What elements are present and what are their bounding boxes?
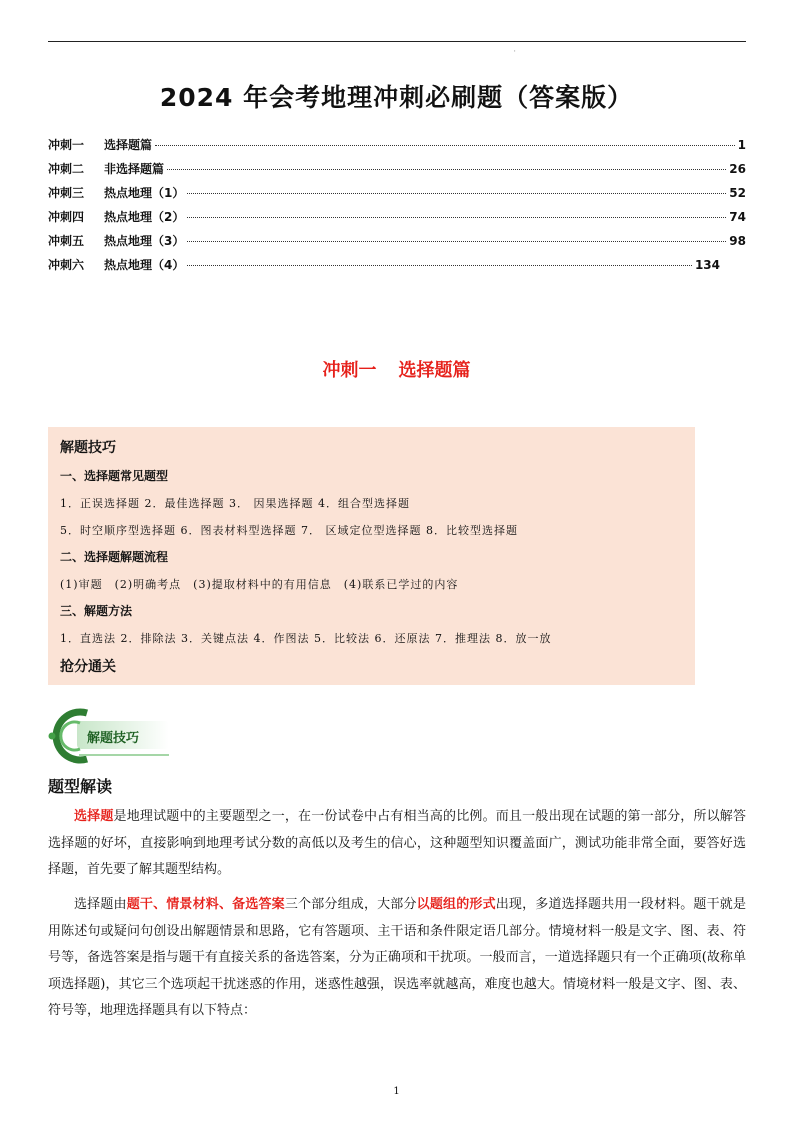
highlight-text: 以题组的形式 <box>416 897 496 912</box>
tips-heading: 一、选择题常见题型 <box>60 469 169 483</box>
toc-number: 冲刺一 <box>48 138 85 152</box>
tips-title: 解题技巧 <box>60 440 116 456</box>
toc-leader <box>187 193 726 194</box>
tips-line: 1．正误选择题 2．最佳选择题 3． 因果选择题 4．组合型选择题 <box>60 497 410 510</box>
tips-box <box>48 427 695 685</box>
toc-label: 热点地理（4） <box>104 258 185 272</box>
paragraph <box>48 804 746 884</box>
paragraph <box>48 892 746 1025</box>
paragraph-text: 是地理试题中的主要题型之一，在一份试卷中占有相当高的比例。而且一般出现在试题的第一部分，所以解答选择题的好坏，直接影响到地理考试分数的高低以及考生的信心，这种题型知识覆盖面广，测试功能非常全面，要答好选择题，首先要了解其题型结构。 <box>48 809 746 877</box>
page-number: 1 <box>393 1086 400 1097</box>
tips-footer: 抢分通关 <box>60 659 116 675</box>
section-heading <box>0 356 793 382</box>
toc-label: 选择题篇 <box>104 138 153 152</box>
toc-number: 冲刺三 <box>48 186 85 200</box>
toc-leader <box>155 145 735 146</box>
highlight-text: 选择题 <box>74 809 114 824</box>
tips-heading: 二、选择题解题流程 <box>60 550 169 564</box>
header-mark: ' <box>514 50 516 57</box>
toc-number: 冲刺五 <box>48 234 85 248</box>
toc-leader <box>187 217 726 218</box>
toc-row[interactable] <box>48 256 720 280</box>
badge-label: 解题技巧 <box>87 731 140 746</box>
section-number: 冲刺一 <box>322 360 377 381</box>
toc-label: 非选择题篇 <box>104 162 165 176</box>
toc-page: 1 <box>737 138 746 152</box>
toc-page: 134 <box>694 258 720 272</box>
toc-leader <box>187 265 692 266</box>
tips-line: 5．时空顺序型选择题 6．图表材料型选择题 7． 区域定位型选择题 8．比较型选择题 <box>60 524 518 537</box>
highlight-text: 题干、情景材料、备选答案 <box>126 897 285 912</box>
paragraph-text: 选择题由 <box>74 897 127 912</box>
toc-page: 74 <box>729 210 746 224</box>
document-title: 2024 年会考地理冲刺必刷题（答案版） <box>159 83 634 112</box>
toc-leader <box>187 241 726 242</box>
toc-number: 冲刺二 <box>48 162 85 176</box>
toc-row[interactable] <box>48 184 746 208</box>
reading-heading: 题型解读 <box>48 777 113 796</box>
tips-line: (1)审题 (2)明确考点 (3)提取材料中的有用信息 (4)联系已学过的内容 <box>60 578 459 591</box>
paragraph-text: 三个部分组成，大部分 <box>284 897 417 912</box>
toc-page: 52 <box>729 186 746 200</box>
toc-row[interactable] <box>48 136 746 160</box>
tips-badge <box>47 707 172 765</box>
toc-page: 26 <box>729 162 746 176</box>
toc-label: 热点地理（3） <box>104 234 185 248</box>
toc-row[interactable] <box>48 160 746 184</box>
toc-row[interactable] <box>48 208 746 232</box>
tips-heading: 三、解题方法 <box>60 604 133 618</box>
toc-number: 冲刺四 <box>48 210 85 224</box>
header-rule <box>48 41 746 42</box>
toc-row[interactable] <box>48 232 746 256</box>
tips-line: 1．直选法 2．排除法 3．关键点法 4．作图法 5．比较法 6．还原法 7．推理法 8．放一放 <box>60 632 552 645</box>
table-of-contents <box>48 136 746 280</box>
toc-label: 热点地理（2） <box>104 210 185 224</box>
toc-page: 98 <box>729 234 746 248</box>
paragraph-text: 出现，多道选择题共用一段材料。题干就是用陈述句或疑问句创设出解题情景和思路，它有答题项、主干语和条件限定语几部分。情境材料一般是文字、图、表、符号等，备选答案是指与题干有直接关系的备选答案，分为正确项和干扰项。一般而言，一道选择题只有一个正确项(故称单项选择题)，其它三个选项起干扰迷惑的作用，迷惑性越强，误选率就越高，难度也越大。情境材料一般是文字、图、表、符号等，地理选择题具有以下特点： <box>48 897 746 1018</box>
section-name: 选择题篇 <box>398 360 471 381</box>
toc-label: 热点地理（1） <box>104 186 185 200</box>
toc-number: 冲刺六 <box>48 258 85 272</box>
toc-leader <box>167 169 726 170</box>
